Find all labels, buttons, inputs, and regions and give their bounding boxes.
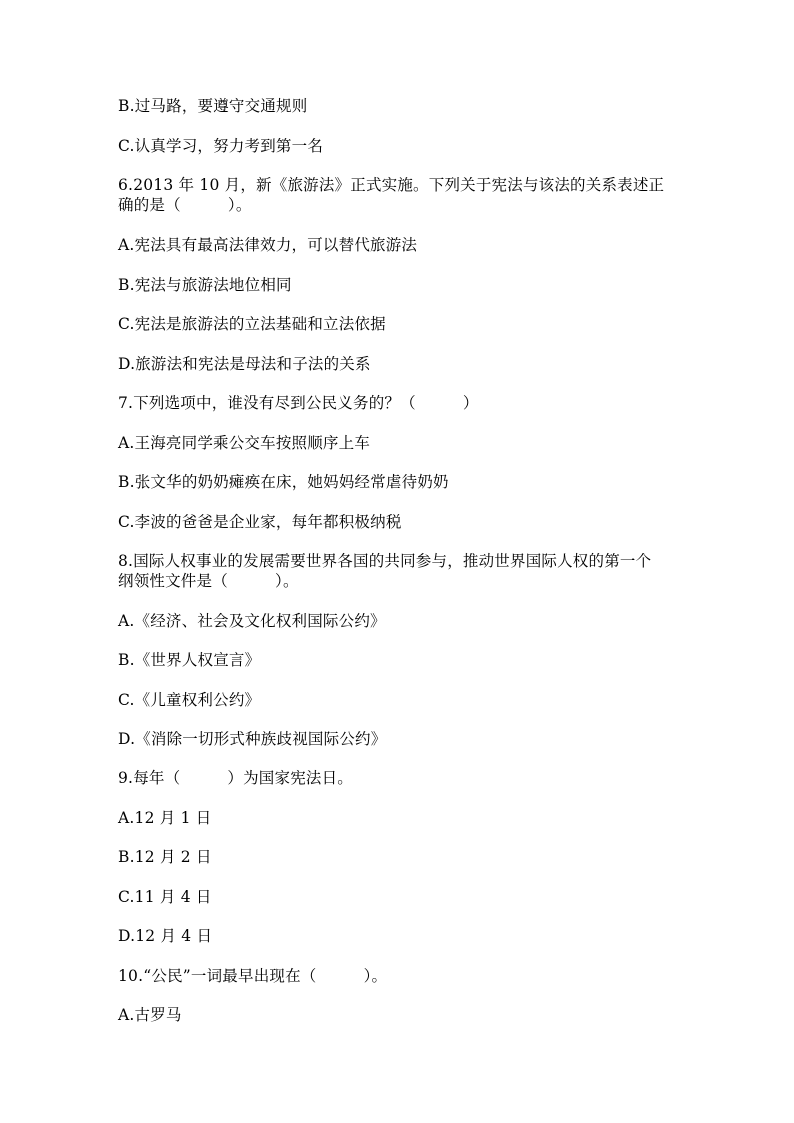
option-6d: D.旅游法和宪法是母法和子法的关系 xyxy=(118,355,371,373)
option-7c: C.李波的爸爸是企业家，每年都积极纳税 xyxy=(118,513,402,531)
option-5b: B.过马路，要遵守交通规则 xyxy=(118,97,308,115)
option-8d: D.《消除一切形式种族歧视国际公约》 xyxy=(118,730,387,748)
question-8-line-1: 8.国际人权事业的发展需要世界各国的共同参与，推动世界国际人权的第一个 xyxy=(118,552,652,570)
option-9c: C.11 月 4 日 xyxy=(118,888,212,906)
question-10: 10.“公民”一词最早出现在（ ）。 xyxy=(118,967,388,985)
option-10a: A.古罗马 xyxy=(118,1006,182,1024)
option-5c: C.认真学习，努力考到第一名 xyxy=(118,137,324,155)
option-6b: B.宪法与旅游法地位相同 xyxy=(118,276,292,294)
option-9a: A.12 月 1 日 xyxy=(118,809,212,827)
question-7: 7.下列选项中，谁没有尽到公民义务的？（ ） xyxy=(118,394,479,412)
question-9: 9.每年（ ）为国家宪法日。 xyxy=(118,769,353,787)
option-6c: C.宪法是旅游法的立法基础和立法依据 xyxy=(118,315,386,333)
option-8b: B.《世界人权宣言》 xyxy=(118,651,261,669)
option-7b: B.张文华的奶奶瘫痪在床，她妈妈经常虐待奶奶 xyxy=(118,473,449,491)
option-9d: D.12 月 4 日 xyxy=(118,927,213,945)
question-6-line-2: 确的是（ ）。 xyxy=(118,196,252,214)
option-7a: A.王海亮同学乘公交车按照顺序上车 xyxy=(118,434,371,452)
question-8-line-2: 纲领性文件是（ ）。 xyxy=(118,572,299,590)
option-9b: B.12 月 2 日 xyxy=(118,848,212,866)
option-6a: A.宪法具有最高法律效力，可以替代旅游法 xyxy=(118,236,418,254)
option-8c: C.《儿童权利公约》 xyxy=(118,691,261,709)
option-8a: A.《经济、社会及文化权利国际公约》 xyxy=(118,612,386,630)
question-6-line-1: 6.2013 年 10 月，新《旅游法》正式实施。下列关于宪法与该法的关系表述正 xyxy=(118,176,665,194)
